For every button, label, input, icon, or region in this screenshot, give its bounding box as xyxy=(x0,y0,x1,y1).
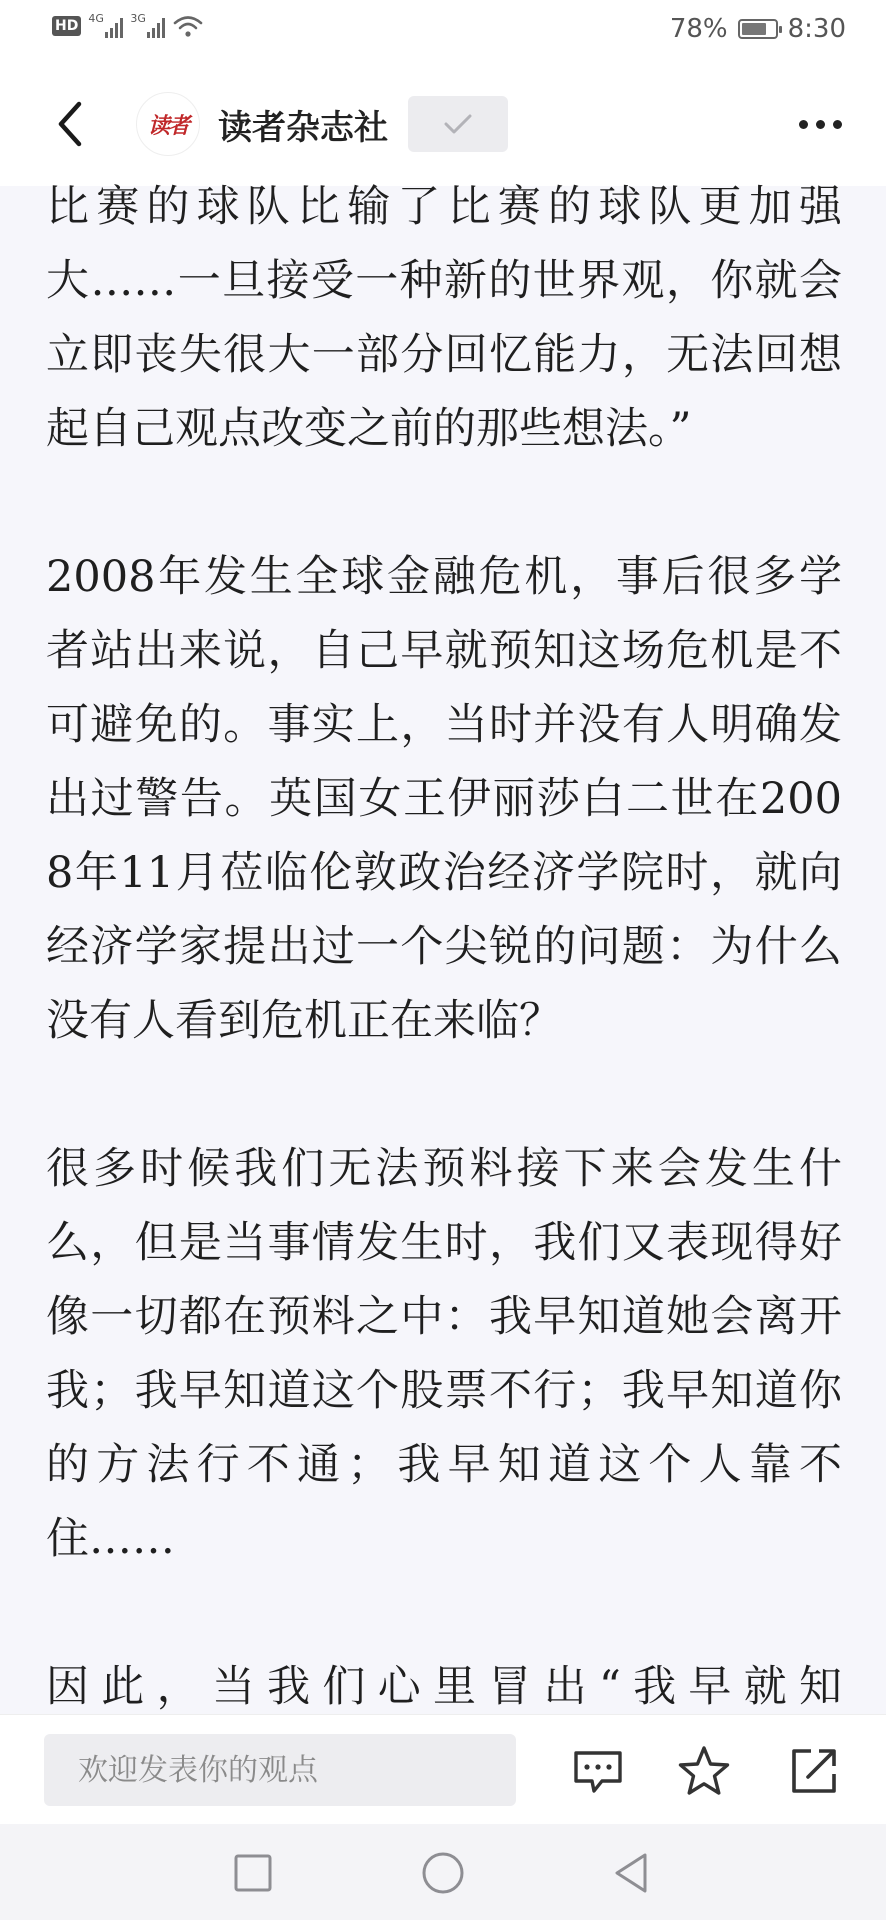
wifi-icon xyxy=(173,14,203,38)
battery-fill xyxy=(742,23,767,35)
system-nav-bar xyxy=(0,1824,886,1920)
article-paragraph: 2008年发生全球金融危机，事后很多学者站出来说，自己早就预知这场危机是不可避免的。事实上，当时并没有人明确发出过警告。英国女王伊丽莎白二世在2008年11月莅临伦敦政治经济学院时，就向经济学家提出过一个尖锐的问题：为什么没有人看到危机正在来临？ xyxy=(46,552,842,1046)
check-icon xyxy=(443,113,473,135)
status-right xyxy=(670,14,846,44)
hd-badge: HD xyxy=(52,16,81,36)
recents-icon xyxy=(233,1853,273,1893)
battery-percent: 78% xyxy=(669,14,728,44)
favorite-button[interactable] xyxy=(676,1743,732,1799)
network-3g-label: 3G xyxy=(130,12,146,25)
back-nav-icon xyxy=(611,1851,651,1895)
publisher-avatar[interactable]: 读者 xyxy=(136,92,200,156)
more-button[interactable] xyxy=(790,102,850,146)
publisher-name[interactable]: 读者杂志社 xyxy=(218,108,388,148)
article-paragraph: 很多时候我们无法预料接下来会发生什么，但是当事情发生时，我们又表现得好像一切都在预料之中：我早知道她会离开我；我早知道这个股票不行；我早知道你的方法行不通；我早知道这个人靠不住…… xyxy=(46,1144,842,1564)
back-nav-button[interactable] xyxy=(606,1848,656,1898)
follow-button[interactable] xyxy=(408,96,508,152)
signal-4g-icon xyxy=(89,14,123,38)
back-button[interactable] xyxy=(40,92,100,156)
app-header xyxy=(0,62,886,186)
more-icon-dot xyxy=(799,120,808,129)
more-icon-dot xyxy=(816,120,825,129)
battery-icon xyxy=(738,19,778,39)
comment-input[interactable] xyxy=(44,1734,516,1806)
article-content xyxy=(46,170,842,1872)
star-icon xyxy=(677,1745,731,1797)
article-paragraph: 比赛的球队比输了比赛的球队更加强大……一旦接受一种新的世界观，你就会立即丧失很大一部分回忆能力，无法回想起自己观点改变之前的那些想法。” xyxy=(46,182,842,454)
signal-3g-icon xyxy=(131,14,165,38)
home-icon xyxy=(421,1851,465,1895)
recents-button[interactable] xyxy=(228,1848,278,1898)
more-icon-dot xyxy=(833,120,842,129)
comment-button[interactable] xyxy=(570,1743,626,1799)
status-bar xyxy=(0,0,886,62)
article-paragraph: 因此，当我们心里冒出“我早就知 xyxy=(46,1662,842,1712)
back-icon xyxy=(55,100,85,148)
home-button[interactable] xyxy=(418,1848,468,1898)
share-button[interactable] xyxy=(786,1743,842,1799)
article-body[interactable] xyxy=(0,182,886,1714)
share-icon xyxy=(789,1746,839,1796)
status-left xyxy=(52,14,203,38)
clock: 8:30 xyxy=(787,14,846,44)
comment-bar xyxy=(0,1714,886,1825)
comment-icon xyxy=(572,1747,624,1795)
network-4g-label: 4G xyxy=(88,12,104,25)
